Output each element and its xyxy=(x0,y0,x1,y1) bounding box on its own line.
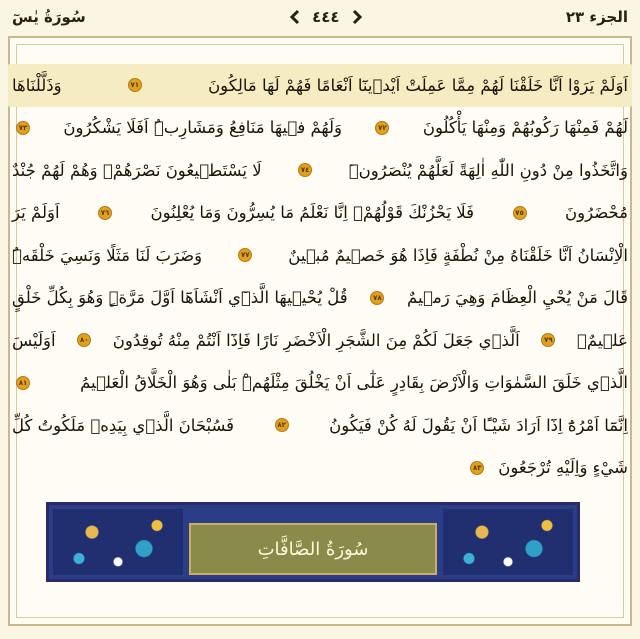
verse-segment: لَا يَسْتَطٖيعُونَ نَصْرَهُمْۙ وَهُمْ لَهُمْ جُنْدٌ xyxy=(12,160,262,180)
verse-segment: قُلْ يُحْيٖيهَا الَّذٖٓي اَنْشَاَهَٓا اَوَّلَ مَرَّةٍۜ وَهُوَ بِكُلِّ خَلْقٍ xyxy=(12,288,348,308)
chevron-right-icon[interactable] xyxy=(348,6,366,28)
verse-segment: اِنَّمَٓا اَمْرُهُٓ اِذَٓا اَرَادَ شَيْـًٔا اَنْ يَقُولَ لَهُ كُنْ فَيَكُونُ xyxy=(329,415,628,435)
page-navigation xyxy=(286,6,365,28)
verse-segment: قَالَ مَنْ يُحْيِ الْعِظَامَ وَهِيَ رَمٖيمٌ xyxy=(407,288,628,308)
quran-text xyxy=(8,64,632,489)
text-line[interactable] xyxy=(8,64,632,107)
verse-marker-icon: ٨٢ xyxy=(275,418,289,432)
page-number: ٤٤٤ xyxy=(312,8,340,26)
verse-marker-icon: ٧٩ xyxy=(541,333,555,347)
verse-segment: عَلٖيمٌۙ xyxy=(576,330,628,350)
verse-segment: وَضَرَبَ لَنَا مَثَلًا وَنَسِيَ خَلْقَهُۜ xyxy=(12,245,203,265)
verse-segment: اَوَلَمْ يَرَ xyxy=(12,203,60,223)
verse-marker-icon: ٧٤ xyxy=(298,163,312,177)
verse-segment: اَوَلَيْسَ xyxy=(12,330,56,350)
surah-title-cartouche xyxy=(189,523,437,575)
verse-segment: اَلَّذٖي جَعَلَ لَكُمْ مِنَ الشَّجَرِ الْاَخْضَرِ نَارًا فَاِذَٓا اَنْتُمْ مِنْهُ تُوقِدُونَ xyxy=(112,330,520,350)
text-line[interactable] xyxy=(8,447,632,490)
chevron-left-icon[interactable] xyxy=(286,6,304,28)
verse-segment: فَلَا يَحْزُنْكَ قَوْلُهُمْۢ اِنَّا نَعْلَمُ مَا يُسِرُّونَ وَمَا يُعْلِنُونَ xyxy=(150,203,475,223)
verse-segment: فَسُبْحَانَ الَّذٖي بِيَدِهٖ مَلَكُوتُ كُلِّ xyxy=(12,415,235,435)
ornament-tile-right xyxy=(443,509,573,575)
text-line[interactable] xyxy=(8,149,632,192)
surah-header-ornament xyxy=(46,502,580,582)
juz-label: الجزء ٢٣ xyxy=(565,8,628,26)
verse-segment: الْاِنْسَانُ اَنَّا خَلَقْنَاهُ مِنْ نُطْفَةٍ فَاِذَا هُوَ خَصٖيمٌ مُبٖينٌ xyxy=(288,245,628,265)
text-line[interactable] xyxy=(8,319,632,362)
top-bar xyxy=(0,0,640,34)
text-line[interactable] xyxy=(8,192,632,235)
verse-segment: اَوَلَمْ يَرَوْا اَنَّا خَلَقْنَا لَهُمْ مِمَّا عَمِلَتْ اَيْدٖينَٓا اَنْعَامًا فَهُمْ لَهَا مَالِكُونَ xyxy=(208,75,628,95)
verse-marker-icon: ٧٣ xyxy=(16,121,30,135)
verse-marker-icon: ٧١ xyxy=(128,78,142,92)
verse-segment: وَاتَّخَذُوا مِنْ دُونِ اللّٰهِ اٰلِهَةً لَعَلَّهُمْ يُنْصَرُونَۜ xyxy=(348,160,628,180)
verse-segment: وَذَلَّلْنَاهَا xyxy=(12,75,62,95)
verse-marker-icon: ٧٥ xyxy=(513,206,527,220)
ornament-tile-left xyxy=(53,509,183,575)
text-line[interactable] xyxy=(8,107,632,150)
text-line[interactable] xyxy=(8,404,632,447)
verse-segment: شَيْءٍ وَاِلَيْهِ تُرْجَعُونَ xyxy=(498,458,628,478)
text-line[interactable] xyxy=(8,234,632,277)
verse-marker-icon: ٨١ xyxy=(16,376,30,390)
verse-marker-icon: ٧٦ xyxy=(98,206,112,220)
verse-marker-icon: ٧٢ xyxy=(375,121,389,135)
verse-segment: لَهُمْ فَمِنْهَا رَكُوبُهُمْ وَمِنْهَا يَأْكُلُونَ xyxy=(422,118,628,138)
verse-segment: مُحْضَرُونَ xyxy=(565,203,628,223)
verse-segment: الَّذٖي خَلَقَ السَّمٰوَاتِ وَالْاَرْضَ بِقَادِرٍ عَلٰٓى اَنْ يَخْلُقَ مِثْلَهُمْۜ بَلٰى وَهُوَ الْخَلَّاقُ الْعَلٖيمُ xyxy=(80,373,628,393)
verse-marker-icon: ٨٣ xyxy=(470,461,484,475)
text-line[interactable] xyxy=(8,362,632,405)
verse-marker-icon: ٧٨ xyxy=(370,291,384,305)
surah-name: سُورَةُ يٰسٓ xyxy=(12,8,86,26)
next-surah-title: سُورَةُ الصَّافَّاتِ xyxy=(257,538,369,560)
verse-marker-icon: ٧٧ xyxy=(238,248,252,262)
text-line[interactable] xyxy=(8,277,632,320)
verse-marker-icon: ٨٠ xyxy=(77,333,91,347)
verse-segment: وَلَهُمْ فٖيهَا مَنَافِعُ وَمَشَارِبُۜ اَفَلَا يَشْكُرُونَ xyxy=(63,118,343,138)
